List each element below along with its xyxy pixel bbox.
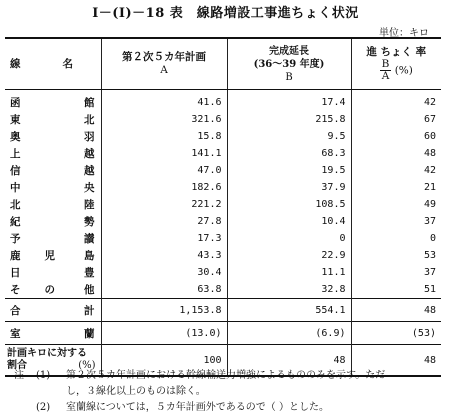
cell-completed: 32.8 (227, 281, 351, 299)
header-completed-b: 完成延長 (36～39 年度) B (227, 38, 351, 90)
table-row (5, 196, 441, 213)
table-row (5, 179, 441, 196)
progress-table (5, 37, 441, 377)
table-row (5, 247, 441, 264)
row-name: 信 越 (10, 165, 96, 177)
cell-plan: 17.3 (101, 230, 227, 247)
cell-progress: 37 (351, 264, 441, 281)
cell-plan: 321.6 (101, 111, 227, 128)
cell-progress: 53 (351, 247, 441, 264)
cell-progress: 48 (351, 345, 441, 377)
cell-plan: 1,153.8 (101, 299, 227, 322)
cell-completed: 37.9 (227, 179, 351, 196)
cell-completed: (6.9) (227, 322, 351, 345)
table-row (5, 145, 441, 162)
cell-progress: 0 (351, 230, 441, 247)
table-row (5, 90, 441, 112)
cell-progress: 67 (351, 111, 441, 128)
table-row (5, 264, 441, 281)
row-name: 鹿 児 島 (10, 250, 96, 262)
row-name: 日 豊 (10, 267, 96, 279)
cell-completed: 22.9 (227, 247, 351, 264)
header-line-name: 線 名 (5, 38, 101, 90)
row-name: 東 北 (10, 114, 96, 126)
cell-completed: 0 (227, 230, 351, 247)
table-row (5, 230, 441, 247)
cell-completed: 68.3 (227, 145, 351, 162)
row-name: 函 館 (10, 97, 96, 109)
cell-progress: 42 (351, 90, 441, 112)
header-progress-rate: 進 ちょく 率 $\frac{B}{A}$ (%) (351, 38, 441, 90)
cell-completed: 48 (227, 345, 351, 377)
cell-completed: 215.8 (227, 111, 351, 128)
row-name: 中 央 (10, 182, 96, 194)
cell-progress: 37 (351, 213, 441, 230)
row-name: 奥 羽 (10, 131, 96, 143)
cell-plan: 43.3 (101, 247, 227, 264)
header-plan-a: 第２次５カ年計画 A (101, 38, 227, 90)
total-row (5, 299, 441, 322)
footnote-2: (2) 室蘭線については，５カ年計画外であるので（ ）とした。 (36, 402, 329, 413)
table-row (5, 281, 441, 299)
cell-progress: 48 (351, 145, 441, 162)
cell-completed: 108.5 (227, 196, 351, 213)
row-name: 室 蘭 (5, 322, 101, 345)
cell-plan: 63.8 (101, 281, 227, 299)
progress-fraction: $\frac{B}{A}$ (381, 58, 390, 82)
cell-progress: 21 (351, 179, 441, 196)
cell-progress: 51 (351, 281, 441, 299)
header-row (5, 38, 441, 90)
table-row (5, 213, 441, 230)
table-row (5, 128, 441, 145)
cell-plan: 47.0 (101, 162, 227, 179)
cell-plan: 100 (101, 345, 227, 377)
cell-plan: (13.0) (101, 322, 227, 345)
unit-label: 単位：キロ (379, 28, 429, 39)
cell-progress: (53) (351, 322, 441, 345)
cell-plan: 141.1 (101, 145, 227, 162)
cell-plan: 27.8 (101, 213, 227, 230)
cell-completed: 17.4 (227, 90, 351, 112)
row-name: 紀 勢 (10, 216, 96, 228)
cell-progress: 42 (351, 162, 441, 179)
table-row (5, 111, 441, 128)
footnotes (14, 368, 385, 416)
table-title: Ⅰ－(Ⅰ)－18 表 線路増設工事進ちょく状況 (92, 6, 359, 21)
row-name: 予 讃 (10, 233, 96, 245)
muroran-row (5, 322, 441, 345)
cell-progress: 60 (351, 128, 441, 145)
cell-plan: 41.6 (101, 90, 227, 112)
cell-plan: 15.8 (101, 128, 227, 145)
cell-plan: 30.4 (101, 264, 227, 281)
cell-plan: 182.6 (101, 179, 227, 196)
table-row (5, 162, 441, 179)
cell-progress: 48 (351, 299, 441, 322)
cell-completed: 19.5 (227, 162, 351, 179)
row-name: そ の 他 (10, 284, 96, 296)
cell-completed: 554.1 (227, 299, 351, 322)
ratio-label: 計画キロに対する 割合 (%) (5, 345, 101, 377)
footnote-1: 注 (1) 第２次５カ年計画における幹線輸送力増強によるもののみを示す。ただ (14, 370, 386, 381)
cell-completed: 9.5 (227, 128, 351, 145)
row-name: 北 陸 (10, 199, 96, 211)
row-name: 上 越 (10, 148, 96, 160)
cell-plan: 221.2 (101, 196, 227, 213)
cell-completed: 10.4 (227, 213, 351, 230)
row-name: 合 計 (5, 299, 101, 322)
cell-progress: 49 (351, 196, 441, 213)
footnote-1-cont: し，３線化以上のものは除く。 (66, 386, 206, 397)
table-body (5, 90, 441, 299)
cell-completed: 11.1 (227, 264, 351, 281)
